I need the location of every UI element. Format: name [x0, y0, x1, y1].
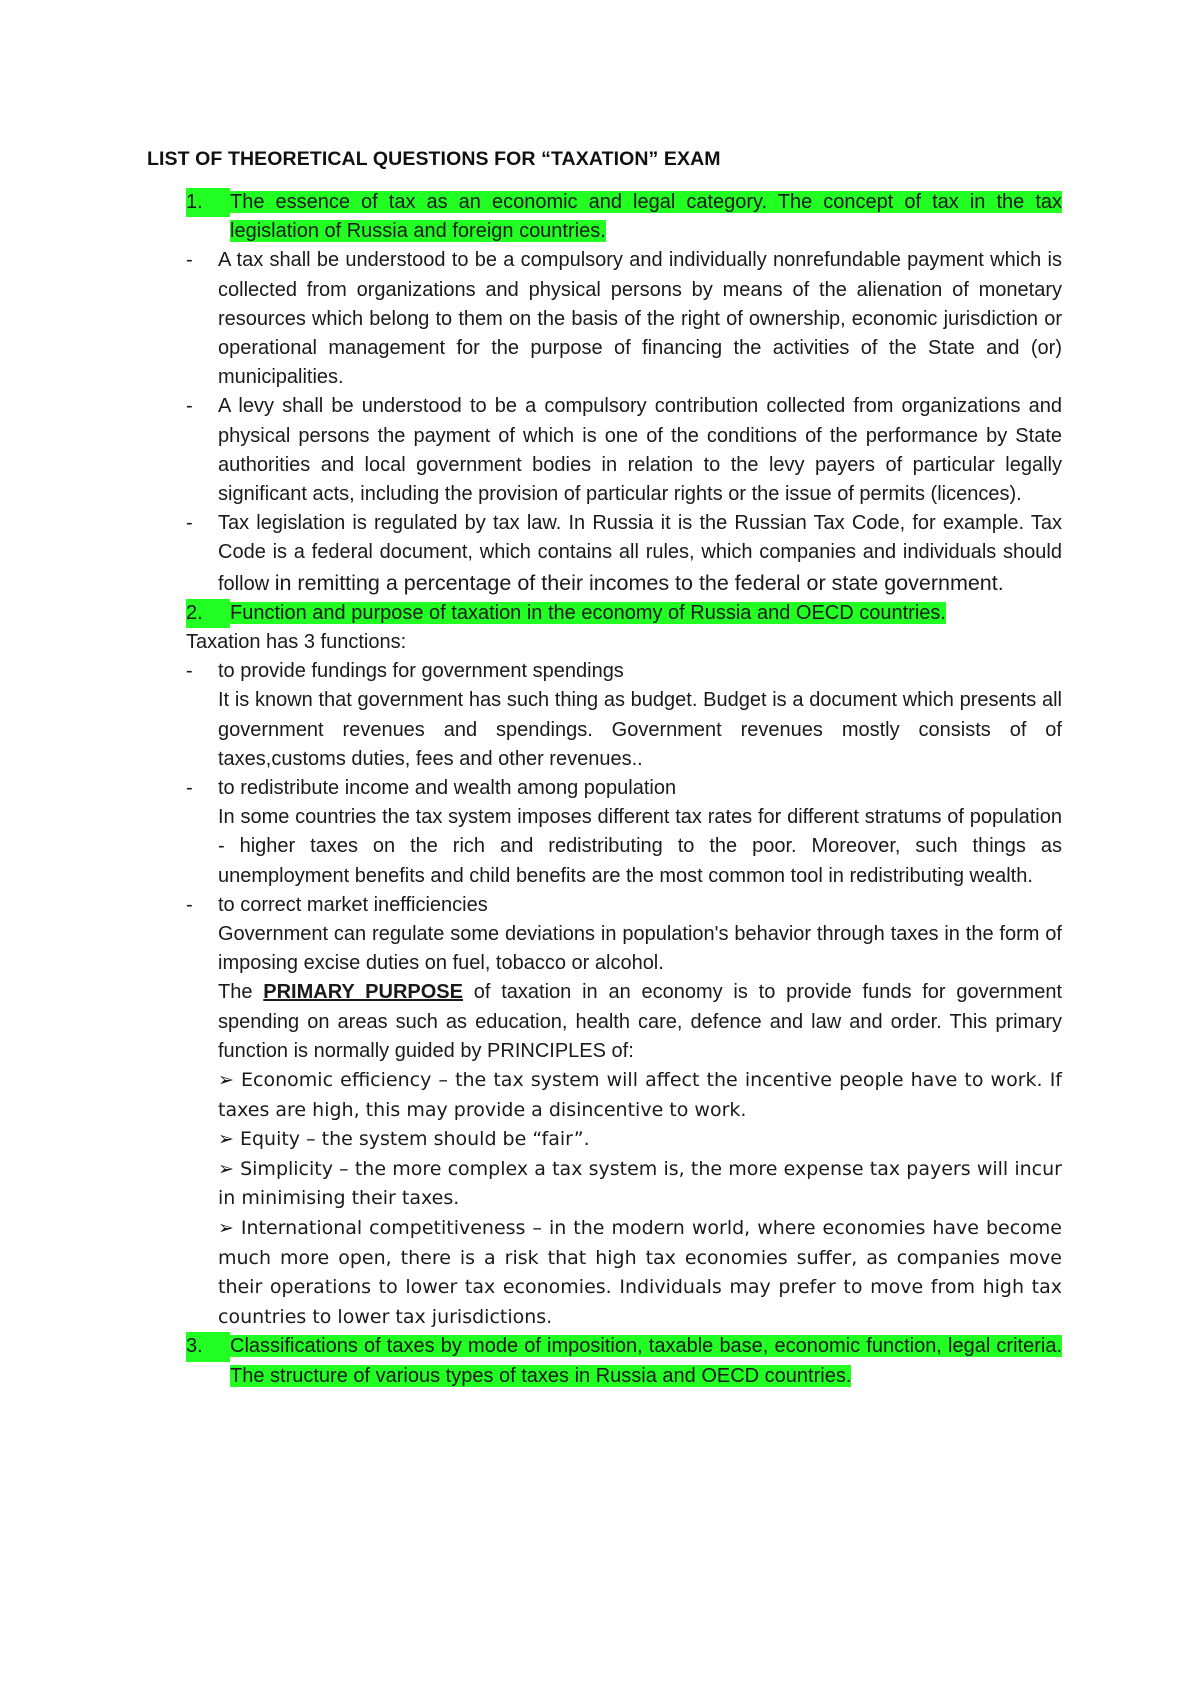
question-number: 2. — [186, 599, 230, 628]
dash-bullet: - — [186, 777, 193, 800]
purpose-post: of taxation in an economy is to provide funds for government spending on areas such as education, health care, defence and law and order. This primary function is normally guided by PRINCIPLES of: — [218, 981, 1062, 1062]
function-body: In some countries the tax system imposes different tax rates for different stratums of population - higher taxes on the rich and redistributing to the poor. Moreover, such things as unemployment benefits and child benefits are the most common tool in redistributing wealth. — [218, 806, 1062, 887]
function-body: Government can regulate some deviations in population's behavior through taxes in the form of imposing excise duties on fuel, tobacco or alcohol. — [218, 923, 1062, 975]
function-item — [186, 891, 1062, 979]
purpose-pre: The — [218, 981, 253, 1004]
list-item-text: Tax legislation is regulated by tax law. In Russia it is the Russian Tax Code, for example. Tax Code is a federal document, which contains all rules, which companies and individuals should follow — [218, 512, 1062, 595]
primary-purpose-paragraph — [186, 978, 1062, 1066]
function-title: to correct market inefficiencies — [218, 893, 488, 916]
principle-item: ➢ Simplicity – the more complex a tax system is, the more expense tax payers will incur in minimising their taxes. — [218, 1157, 1062, 1210]
primary-purpose-term: PRIMARY PURPOSE — [263, 981, 463, 1004]
question-text: Classifications of taxes by mode of imposition, taxable base, economic function, legal criteria. The structure of various types of taxes in Russia and OECD countries. — [230, 1335, 1062, 1387]
list-item-text: A levy shall be understood to be a compulsory contribution collected from organizations and physical persons the payment of which is one of the conditions of the performance by State authorities and local government bodies in relation to the levy payers of particular legally significant acts, including the provision of particular rights or the issue of permits (licences). — [218, 395, 1062, 506]
list-item — [186, 509, 1062, 599]
function-title: to redistribute income and wealth among population — [218, 777, 677, 800]
dash-bullet: - — [186, 893, 193, 916]
dash-bullet: - — [186, 395, 193, 418]
list-item-text: A tax shall be understood to be a compulsory and individually nonrefundable payment which is collected from organizations and physical persons by means of the alienation of monetary resources which belong to them on the basis of the right of ownership, economic jurisdiction or operational management for the purpose of financing the activities of the State and (or) municipalities. — [218, 249, 1062, 389]
question-text: Function and purpose of taxation in the economy of Russia and OECD countries. — [230, 601, 946, 624]
principle-item: ➢ International competitiveness – in the modern world, where economies have become much more open, there is a risk that high tax economies suffer, as companies move their operations to lower tax economies. Individuals may prefer to move from high tax countries to lower tax jurisdictions. — [218, 1217, 1062, 1328]
function-item — [186, 774, 1062, 891]
question-2 — [186, 599, 1062, 628]
principle-item: ➢ Economic efficiency – the tax system will affect the incentive people have to work. If taxes are high, this may provide a disincentive to work. — [218, 1069, 1062, 1121]
dash-bullet: - — [186, 249, 193, 272]
list-item — [186, 246, 1062, 392]
document-body — [186, 188, 1062, 1391]
question-1 — [186, 188, 1062, 246]
principle-item: ➢ Equity – the system should be “fair”. — [218, 1128, 590, 1151]
function-title: to provide fundings for government spendings — [218, 660, 624, 683]
list-item — [186, 392, 1062, 509]
functions-intro: Taxation has 3 functions: — [186, 631, 407, 654]
document-title: LIST OF THEORETICAL QUESTIONS FOR “TAXATION” EXAM — [147, 148, 721, 170]
dash-bullet: - — [186, 512, 193, 535]
question-3 — [186, 1332, 1062, 1390]
function-body: It is known that government has such thing as budget. Budget is a document which presents all government revenues and spendings. Government revenues mostly consists of of taxes,customs duties, fees and other revenues.. — [218, 689, 1062, 770]
function-item — [186, 657, 1062, 774]
question-text: The essence of tax as an economic and legal category. The concept of tax in the tax legislation of Russia and foreign countries. — [230, 191, 1062, 243]
question-number: 1. — [186, 188, 230, 217]
dash-bullet: - — [186, 660, 193, 683]
list-item-text: in remitting a percentage of their incomes to the federal or state government. — [274, 570, 1004, 595]
question-number: 3. — [186, 1332, 230, 1361]
